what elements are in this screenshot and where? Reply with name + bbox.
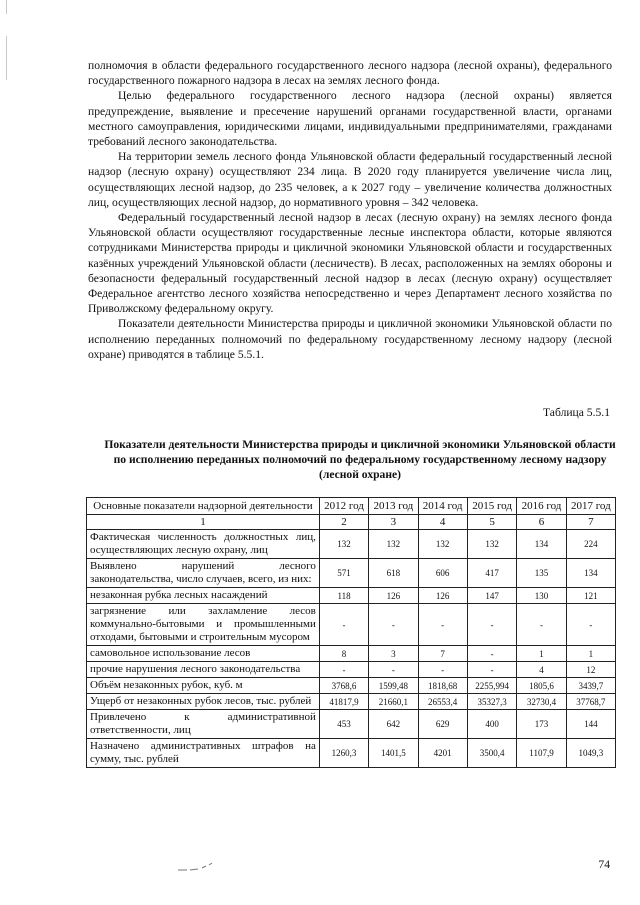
value-cell: 2255,994 (467, 678, 517, 694)
indicators-table (86, 497, 616, 768)
value-cell: 134 (517, 530, 566, 559)
value-cell: 132 (418, 530, 467, 559)
index-cell: 2 (319, 515, 368, 530)
row-label: Объём незаконных рубок, куб. м (87, 678, 320, 694)
value-cell: 3 (369, 646, 418, 662)
value-cell: 1818,68 (418, 678, 467, 694)
value-cell: 1 (566, 646, 615, 662)
value-cell: - (566, 604, 615, 646)
value-cell: 4 (517, 662, 566, 678)
paragraph: полномочия в области федерального государственного лесного надзора (лесной охраны), федерального государственного пожарного надзора в лесах на землях лесного фонда. (88, 59, 612, 88)
value-cell: 618 (369, 559, 418, 588)
value-cell: - (369, 662, 418, 678)
value-cell: 130 (517, 588, 566, 604)
value-cell: 3768,6 (319, 678, 368, 694)
row-label: прочие нарушения лесного законодательства (87, 662, 320, 678)
value-cell: 132 (467, 530, 517, 559)
table-row (87, 678, 616, 694)
table-row (87, 694, 616, 710)
value-cell: 8 (319, 646, 368, 662)
value-cell: 3500,4 (467, 739, 517, 768)
row-label: загрязнение или захламление лесов коммунально-бытовыми и промышленными отходами, бытовыми и строительным мусором (87, 604, 320, 646)
table-row (87, 559, 616, 588)
table-row (87, 604, 616, 646)
value-cell: 121 (566, 588, 615, 604)
value-cell: 132 (319, 530, 368, 559)
value-cell: 37768,7 (566, 694, 615, 710)
scan-margin-mark (6, 0, 7, 14)
value-cell: 629 (418, 710, 467, 739)
table-caption: Таблица 5.5.1 (543, 406, 610, 419)
row-label: Привлечено к административной ответственности, лиц (87, 710, 320, 739)
body-text (88, 58, 612, 362)
table-row (87, 739, 616, 768)
index-cell: 1 (87, 515, 320, 530)
row-label: Ущерб от незаконных рубок лесов, тыс. рублей (87, 694, 320, 710)
value-cell: 400 (467, 710, 517, 739)
value-cell: 32730,4 (517, 694, 566, 710)
value-cell: 7 (418, 646, 467, 662)
value-cell: 126 (418, 588, 467, 604)
value-cell: 126 (369, 588, 418, 604)
value-cell: 118 (319, 588, 368, 604)
value-cell: 4201 (418, 739, 467, 768)
header-year: 2017 год (566, 498, 615, 515)
value-cell: 1599,48 (369, 678, 418, 694)
table-title: Показатели деятельности Министерства природы и цикличной экономики Ульяновской области по исполнению переданных полномочий по федеральному государственному лесному надзору (лесной охране) (104, 438, 616, 481)
table-index-row (87, 515, 616, 530)
value-cell: 1260,3 (319, 739, 368, 768)
value-cell: - (467, 604, 517, 646)
table-row (87, 662, 616, 678)
row-label: Фактическая численность должностных лиц, осуществляющих лесную охрану, лиц (87, 530, 320, 559)
value-cell: 147 (467, 588, 517, 604)
value-cell: 41817,9 (319, 694, 368, 710)
value-cell: - (319, 662, 368, 678)
row-label: Назначено административных штрафов на сумму, тыс. рублей (87, 739, 320, 768)
value-cell: 1 (517, 646, 566, 662)
value-cell: - (517, 604, 566, 646)
value-cell: 35327,3 (467, 694, 517, 710)
index-cell: 5 (467, 515, 517, 530)
table-row (87, 646, 616, 662)
index-cell: 7 (566, 515, 615, 530)
header-year: 2012 год (319, 498, 368, 515)
paragraph: Федеральный государственный лесной надзор в лесах (лесную охрану) на землях лесного фонда Ульяновской области осуществляют государственные лесные инспектора области, которые являются сотрудниками Министерства природы и цикличной экономики Ульяновской области и государственных казённых учреждений Ульяновской области (лесничеств). В лесах, расположенных на землях обороны и безопасности федеральный государственный лесной надзор в лесах (лесную охрану) осуществляет Федеральное агентство лесного хозяйства непосредственно и через Департамент лесного хозяйства по Приволжскому федеральному округу. (88, 211, 612, 316)
value-cell: 26553,4 (418, 694, 467, 710)
scan-scribble-mark (178, 862, 218, 872)
value-cell: 606 (418, 559, 467, 588)
row-label: самовольное использование лесов (87, 646, 320, 662)
paragraph: Показатели деятельности Министерства природы и цикличной экономики Ульяновской области по исполнению переданных полномочий по федеральному государственному лесному надзору (лесной охране) приводятся в таблице 5.5.1. (88, 317, 612, 361)
value-cell: - (467, 646, 517, 662)
value-cell: 417 (467, 559, 517, 588)
value-cell: 1049,3 (566, 739, 615, 768)
value-cell: 132 (369, 530, 418, 559)
index-cell: 3 (369, 515, 418, 530)
header-year: 2016 год (517, 498, 566, 515)
index-cell: 4 (418, 515, 467, 530)
value-cell: 3439,7 (566, 678, 615, 694)
value-cell: 21660,1 (369, 694, 418, 710)
value-cell: 134 (566, 559, 615, 588)
value-cell: 571 (319, 559, 368, 588)
value-cell: 642 (369, 710, 418, 739)
value-cell: 1107,9 (517, 739, 566, 768)
value-cell: 12 (566, 662, 615, 678)
value-cell: 453 (319, 710, 368, 739)
value-cell: - (418, 662, 467, 678)
scan-margin-mark (6, 36, 7, 80)
row-label: незаконная рубка лесных насаждений (87, 588, 320, 604)
row-label: Выявлено нарушений лесного законодательства, число случаев, всего, из них: (87, 559, 320, 588)
value-cell: - (418, 604, 467, 646)
value-cell: - (467, 662, 517, 678)
table-row (87, 530, 616, 559)
value-cell: 224 (566, 530, 615, 559)
header-year: 2013 год (369, 498, 418, 515)
table-row (87, 710, 616, 739)
table-row (87, 588, 616, 604)
header-year: 2014 год (418, 498, 467, 515)
index-cell: 6 (517, 515, 566, 530)
value-cell: 1805,6 (517, 678, 566, 694)
table-header-row (87, 498, 616, 515)
page-number: 74 (598, 858, 610, 871)
value-cell: 173 (517, 710, 566, 739)
paragraph: На территории земель лесного фонда Ульяновской области федеральный государственный лесной надзор (лесную охрану) осуществляют 234 лица. В 2020 году планируется увеличение числа лиц, осуществляющих лесной надзор, до 235 человек, а к 2027 году – увеличение количества должностных лиц, осуществляющих лесной надзор, до нормативного уровня – 342 человека. (88, 150, 612, 209)
value-cell: 135 (517, 559, 566, 588)
value-cell: 144 (566, 710, 615, 739)
header-year: 2015 год (467, 498, 517, 515)
value-cell: 1401,5 (369, 739, 418, 768)
value-cell: - (319, 604, 368, 646)
paragraph: Целью федерального государственного лесного надзора (лесной охраны) является предупреждение, выявление и пресечение нарушений органами государственной власти, органами местного самоуправления, юридическими лицами, индивидуальными предпринимателями, гражданами требований лесного законодательства. (88, 89, 612, 149)
header-indicators: Основные показатели надзорной деятельности (87, 498, 320, 515)
value-cell: - (369, 604, 418, 646)
